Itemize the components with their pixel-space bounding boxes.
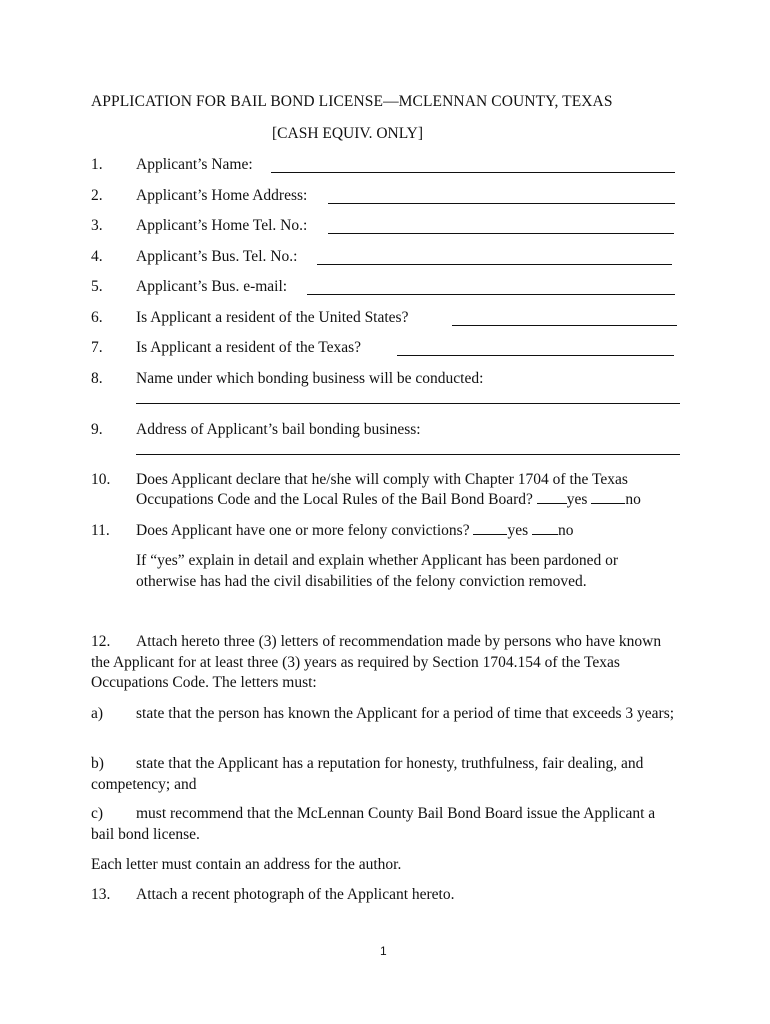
form-title: APPLICATION FOR BAIL BOND LICENSE—MCLENNAN COUNTY, TEXAS: [91, 93, 613, 110]
section-12-text: Attach hereto three (3) letters of recommendation made by persons who have known the Applicant for at least three (3) years as required by Section 1704.154 of the Texas Occupations Code. The letters must:: [91, 633, 662, 691]
section-12-item-c: [91, 804, 681, 845]
item-label: c): [91, 805, 104, 822]
question-business-address-label: Address of Applicant’s bail bonding business:: [136, 421, 421, 438]
question-number: 6.: [91, 309, 103, 326]
question-business-name-label: Name under which bonding business will be conducted:: [136, 370, 484, 387]
felony-explain-line1: If “yes” explain in detail and explain whether Applicant has been pardoned or: [136, 552, 619, 569]
item-text: must recommend that the McLennan County Bail Bond Board issue the Applicant a bail bond license.: [91, 805, 656, 843]
business-address-field[interactable]: [136, 454, 680, 455]
us-resident-field[interactable]: [452, 325, 677, 326]
home-address-field[interactable]: [328, 203, 675, 204]
question-number: 10.: [91, 471, 111, 488]
question-number: 2.: [91, 187, 103, 204]
home-tel-field[interactable]: [328, 233, 674, 234]
question-comply-line2-text: Occupations Code and the Local Rules of the Bail Bond Board?: [136, 491, 533, 508]
section-13-text: Attach a recent photograph of the Applicant hereto.: [136, 886, 455, 903]
question-bus-tel-label: Applicant’s Bus. Tel. No.:: [136, 248, 298, 265]
item-text: state that the person has known the Applicant for a period of time that exceeds 3 years;: [136, 705, 675, 722]
question-us-resident-label: Is Applicant a resident of the United States?: [136, 309, 409, 326]
item-label: a): [91, 705, 104, 722]
comply-yes-field[interactable]: [537, 502, 567, 504]
question-home-address-label: Applicant’s Home Address:: [136, 187, 308, 204]
yes-label: yes: [566, 491, 588, 508]
felony-yes-field[interactable]: [473, 533, 507, 535]
question-number: 8.: [91, 370, 103, 387]
question-bus-email-label: Applicant’s Bus. e-mail:: [136, 278, 288, 295]
section-12-address-note: Each letter must contain an address for the author.: [91, 856, 402, 873]
no-label: no: [558, 522, 574, 539]
felony-explain-line2: otherwise has had the civil disabilities of the felony conviction removed.: [136, 573, 587, 590]
question-comply-line1: Does Applicant declare that he/she will comply with Chapter 1704 of the Texas: [136, 471, 628, 488]
question-number: 7.: [91, 339, 103, 356]
question-texas-resident-label: Is Applicant a resident of the Texas?: [136, 339, 362, 356]
item-text: state that the Applicant has a reputation for honesty, truthfulness, fair dealing, and competency; and: [91, 755, 644, 793]
comply-no-field[interactable]: [591, 502, 625, 504]
no-label: no: [625, 491, 641, 508]
bus-email-field[interactable]: [307, 294, 675, 295]
question-felony-label: [136, 522, 574, 540]
section-12-number: 12.: [91, 633, 111, 650]
applicant-name-field[interactable]: [271, 172, 675, 173]
section-12-intro: [91, 632, 681, 694]
business-name-field[interactable]: [136, 403, 680, 404]
bus-tel-field[interactable]: [317, 264, 672, 265]
question-comply-line2: [136, 491, 641, 509]
question-number: 3.: [91, 217, 103, 234]
question-number: 11.: [91, 522, 110, 539]
question-felony-text: Does Applicant have one or more felony convictions?: [136, 522, 470, 539]
texas-resident-field[interactable]: [397, 355, 674, 356]
question-number: 5.: [91, 278, 103, 295]
section-13-number: 13.: [91, 886, 111, 903]
item-label: b): [91, 755, 104, 772]
felony-no-field[interactable]: [532, 533, 558, 535]
yes-label: yes: [507, 522, 529, 539]
question-home-tel-label: Applicant’s Home Tel. No.:: [136, 217, 308, 234]
question-number: 4.: [91, 248, 103, 265]
question-number: 1.: [91, 156, 103, 173]
section-12-item-a: [91, 704, 681, 725]
section-12-item-b: [91, 754, 681, 795]
question-number: 9.: [91, 421, 103, 438]
form-subtitle: [CASH EQUIV. ONLY]: [272, 125, 424, 142]
page-number: 1: [380, 944, 387, 958]
question-applicant-name-label: Applicant’s Name:: [136, 156, 253, 173]
